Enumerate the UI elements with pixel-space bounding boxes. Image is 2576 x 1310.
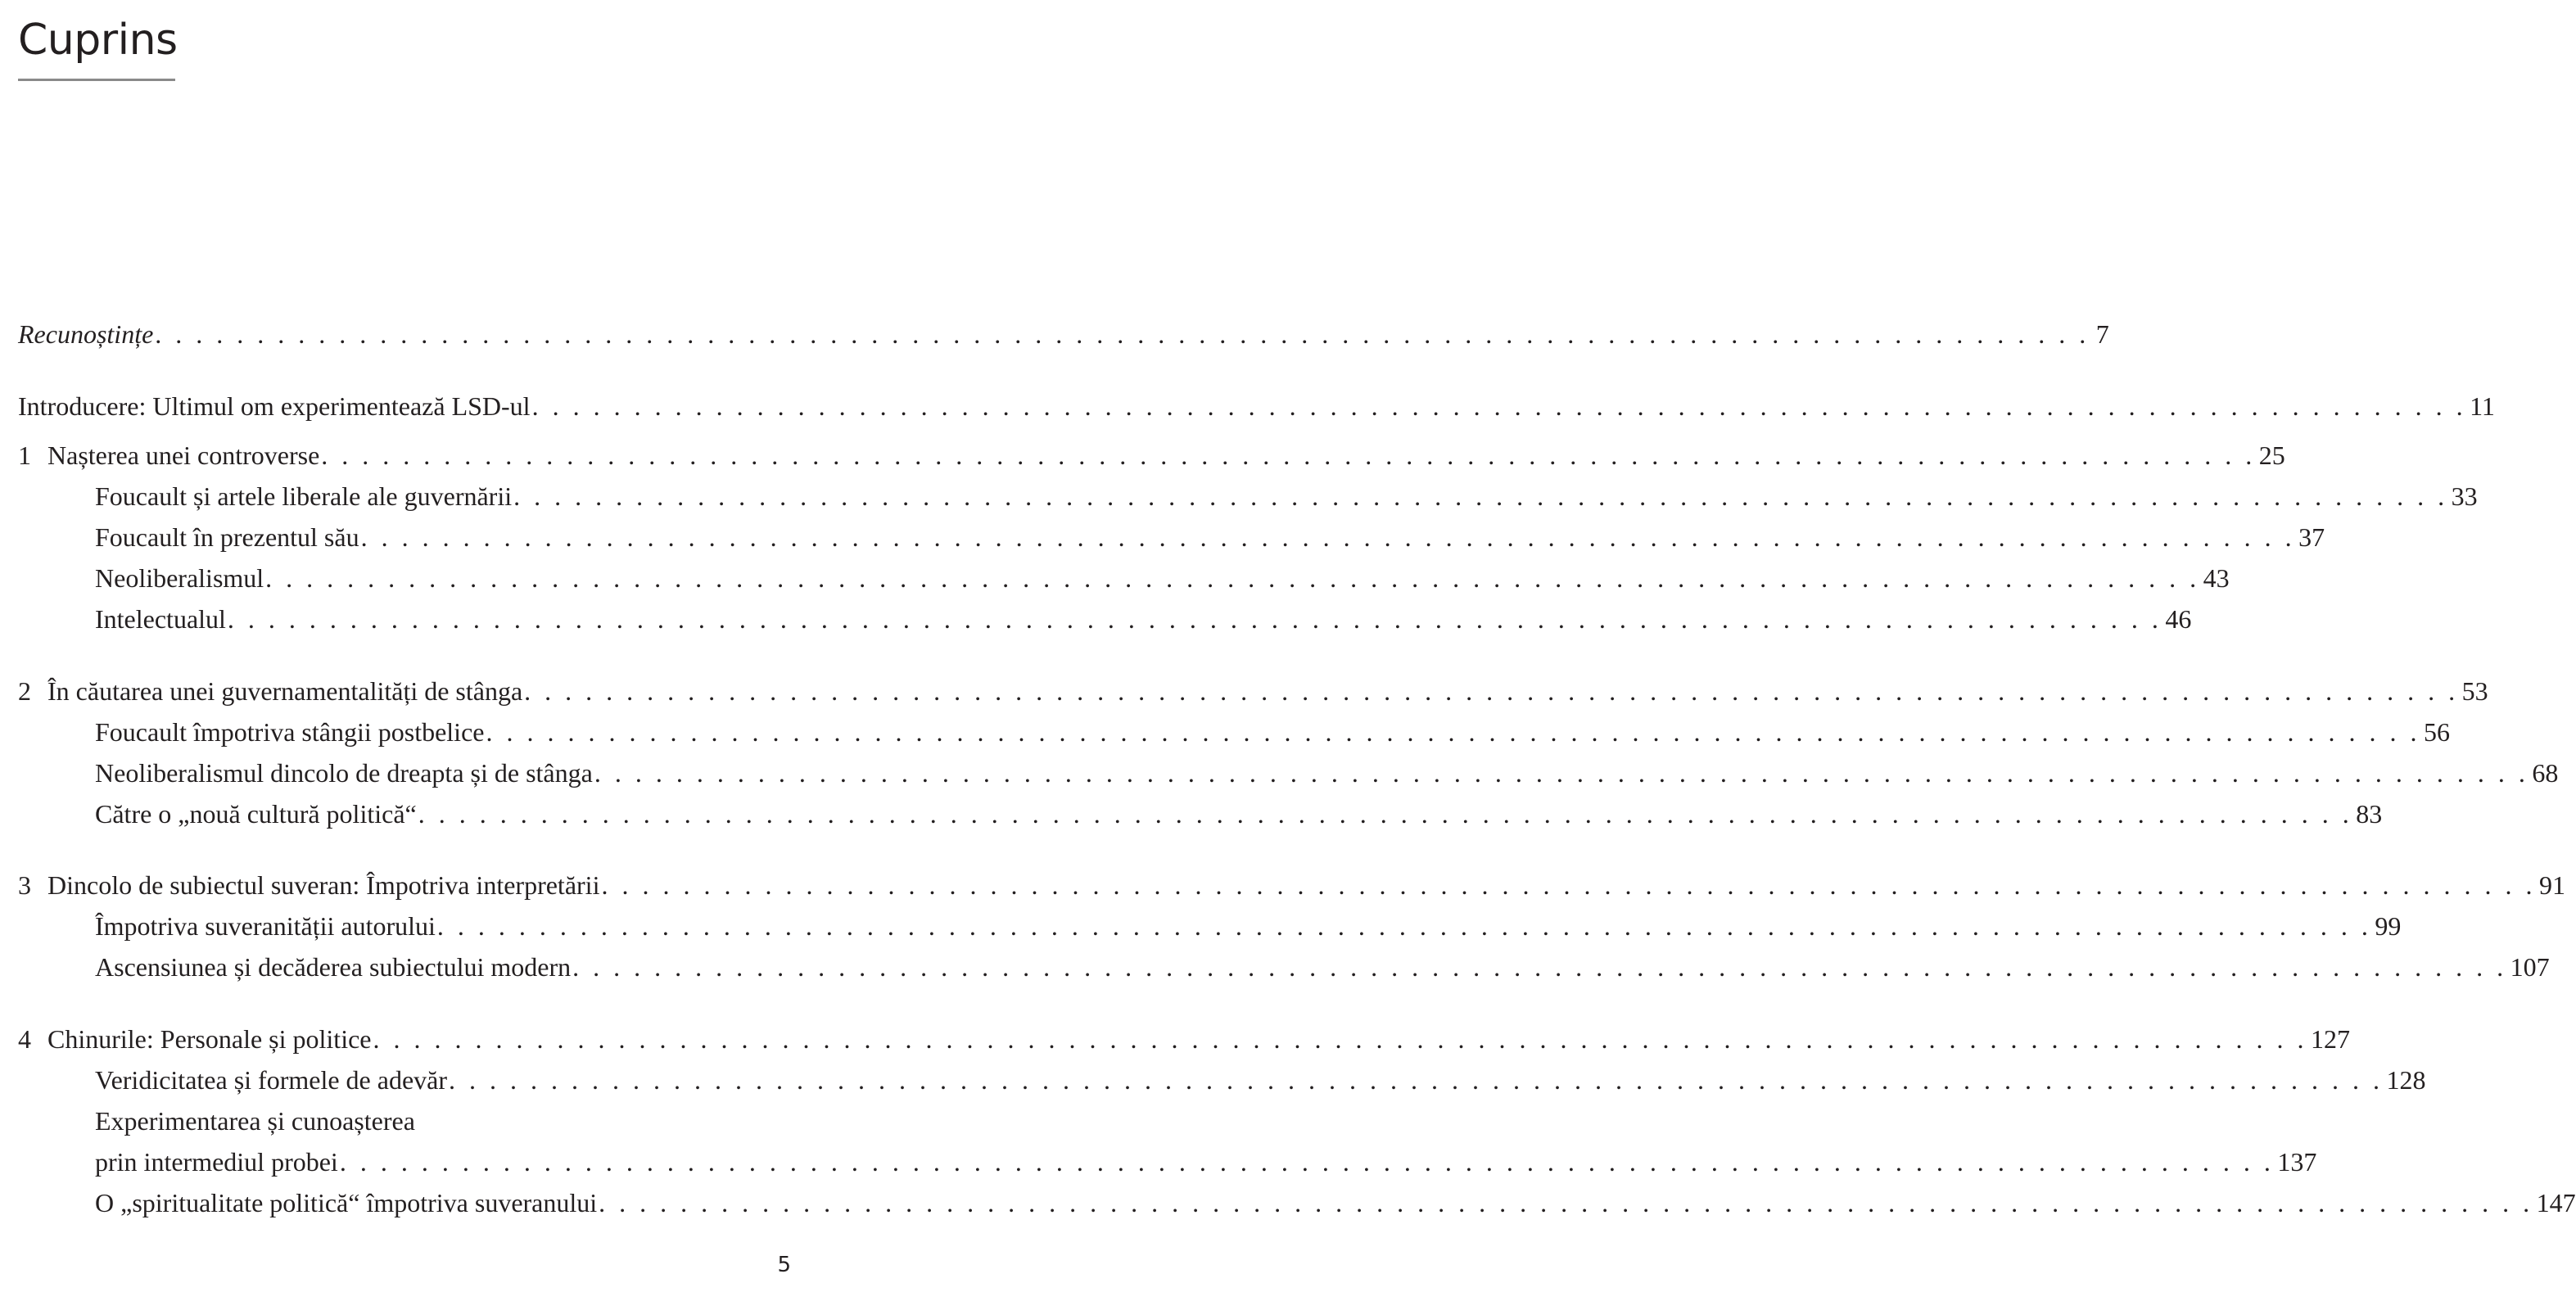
- dot-leader: . . . . . . . . . . . . . . . . . . . . . . . . . . . . . . . . . . . . . . . . . . . . . . . . . . . . . . . . . . . . . . . . . . . . . . . . . . . . . . . . . . . . . . . . . . . . . . .: [418, 799, 2353, 829]
- toc-page-number: 56: [2423, 717, 2450, 747]
- toc-page-number: 33: [2451, 481, 2478, 511]
- dot-leader: . . . . . . . . . . . . . . . . . . . . . . . . . . . . . . . . . . . . . . . . . . . . . . . . . . . . . . . . . . . . . . . . . . . . . . . . . . . . . . . . . . . . . . . . . . . . . . .: [321, 440, 2256, 470]
- page-folio: 5: [777, 1253, 791, 1277]
- title-underline: [18, 79, 175, 81]
- dot-leader: . . . . . . . . . . . . . . . . . . . . . . . . . . . . . . . . . . . . . . . . . . . . . . . . . . . . . . . . . . . . . . . . . . . . . . . . . . . . . . . . . . . . . . . . . . . . . . .: [572, 952, 2507, 982]
- toc-entry-title: Foucault în prezentul său: [95, 522, 359, 552]
- toc-page-number: 127: [2310, 1024, 2350, 1054]
- toc-page-number: 43: [2203, 563, 2230, 593]
- toc-entry-title: Introducere: Ultimul om experimentează LSD-ul: [18, 391, 531, 421]
- toc-section[interactable]: [95, 755, 2559, 791]
- toc-section-line-2[interactable]: [95, 1144, 2317, 1180]
- dot-leader: . . . . . . . . . . . . . . . . . . . . . . . . . . . . . . . . . . . . . . . . . . . . . . . . . . . . . . . . . . . . . . . . . . . . . . . . . . . . . . . . . . . . . . . . . . . . . . .: [360, 522, 2296, 552]
- toc-entry-title: Experimentarea și cunoașterea: [95, 1106, 415, 1136]
- toc-section[interactable]: [95, 908, 2402, 944]
- dot-leader: . . . . . . . . . . . . . . . . . . . . . . . . . . . . . . . . . . . . . . . . . . . . . . . . . . . . . . . . . . . . . . . . . . . . . . . . . . . . . . . . . . . . . . . . . . . . . . .: [531, 391, 2467, 421]
- toc-entry-title: Foucault împotriva stângii postbelice: [95, 717, 485, 747]
- dot-leader: . . . . . . . . . . . . . . . . . . . . . . . . . . . . . . . . . . . . . . . . . . . . . . . . . . . . . . . . . . . . . . . . . . . . . . . . . . . . . . . . . . . . . . . . . . . . . . .: [227, 604, 2162, 634]
- toc-entry-title: Recunoștințe: [18, 319, 154, 349]
- dot-leader: . . . . . . . . . . . . . . . . . . . . . . . . . . . . . . . . . . . . . . . . . . . . . . . . . . . . . . . . . . . . . . . . . . . . . . . . . . . . . . . . . . . . . . . . . . . . . . .: [265, 563, 2200, 593]
- toc-chapter-3[interactable]: [18, 867, 2565, 903]
- toc-section[interactable]: [95, 714, 2450, 750]
- toc-page-number: 83: [2356, 799, 2383, 829]
- toc-chapter-4[interactable]: [18, 1021, 2350, 1057]
- toc-entry-title: Chinurile: Personale și politice: [47, 1024, 372, 1054]
- dot-leader: . . . . . . . . . . . . . . . . . . . . . . . . . . . . . . . . . . . . . . . . . . . . . . . . . . . . . . . . . . . . . . . . . . . . . . . . . . . . . . . . . . . . . . . . . . . . . . .: [373, 1024, 2307, 1054]
- page-title: Cuprins: [18, 16, 178, 65]
- toc-page-number: 99: [2375, 911, 2402, 941]
- toc-entry-acknowledgements[interactable]: [18, 316, 2109, 352]
- toc-page-number: 53: [2461, 676, 2488, 706]
- toc-page-number: 137: [2277, 1147, 2317, 1177]
- dot-leader: . . . . . . . . . . . . . . . . . . . . . . . . . . . . . . . . . . . . . . . . . . . . . . . . . . . . . . . . . . . . . . . . . . . . . . . . . . . . . . . . . . . . . . . . . . . . . . .: [449, 1065, 2384, 1095]
- dot-leader: . . . . . . . . . . . . . . . . . . . . . . . . . . . . . . . . . . . . . . . . . . . . . . . . . . . . . . . . . . . . . . . . . . . . . . . . . . . . . . . . . . . . . . . . . . . . . . .: [486, 717, 2420, 747]
- chapter-number: 2: [18, 676, 31, 706]
- toc-page-number: 46: [2165, 604, 2192, 634]
- dot-leader: . . . . . . . . . . . . . . . . . . . . . . . . . . . . . . . . . . . . . . . . . . . . . . . . . . . . . . . . . . . . . . . . . . . . . . . . . . . . . . . . . . . . . . . . . . . . . . .: [594, 758, 2529, 788]
- toc-entry-title: Veridicitatea și formele de adevăr: [95, 1065, 447, 1095]
- toc-entry-title: Foucault și artele liberale ale guvernării: [95, 481, 513, 511]
- toc-entry-title: Dincolo de subiectul suveran: Împotriva interpretării: [47, 870, 600, 900]
- dot-leader: . . . . . . . . . . . . . . . . . . . . . . . . . . . . . . . . . . . . . . . . . . . . . . . . . . . . . . . . . . . . . . . . . . . . . . . . . . . . . . . . . . . . . . . . . . . . . . .: [599, 1188, 2533, 1217]
- toc-page-number: 7: [2095, 319, 2109, 349]
- toc-section[interactable]: [95, 1062, 2426, 1098]
- chapter-number: 3: [18, 870, 31, 900]
- toc-page-number: 128: [2386, 1065, 2426, 1095]
- toc-section[interactable]: [95, 796, 2383, 832]
- dot-leader: . . . . . . . . . . . . . . . . . . . . . . . . . . . . . . . . . . . . . . . . . . . . . . . . . . . . . . . . . . . . . . . . . . . . . . . . . . . . . . . . . . . . . . . . . . . . . . .: [513, 481, 2448, 511]
- toc-chapter-2[interactable]: [18, 673, 2488, 709]
- toc-entry-title: prin intermediul probei: [95, 1147, 338, 1177]
- dot-leader: . . . . . . . . . . . . . . . . . . . . . . . . . . . . . . . . . . . . . . . . . . . . . . . . . . . . . . . . . . . . . . . . . . . . . . . . . . . . . . . . . . . . . . . . . . . . . . .: [601, 870, 2536, 900]
- toc-entry-title: Către o „nouă cultură politică“: [95, 799, 417, 829]
- toc-entry-title: Nașterea unei controverse: [47, 440, 320, 470]
- toc-page-number: 25: [2258, 440, 2285, 470]
- toc-entry-introduction[interactable]: [18, 388, 2495, 424]
- toc-entry-title: Neoliberalismul dincolo de dreapta și de stânga: [95, 758, 593, 788]
- toc-page-number: 91: [2538, 870, 2565, 900]
- toc-page-number: 147: [2536, 1188, 2576, 1217]
- toc-section[interactable]: [95, 519, 2325, 555]
- toc-section[interactable]: [95, 1185, 2576, 1221]
- toc-entry-title: Ascensiunea și decăderea subiectului modern: [95, 952, 572, 982]
- toc-page-number: 37: [2298, 522, 2325, 552]
- toc-section-line-1[interactable]: [95, 1103, 791, 1139]
- toc-page-number: 107: [2510, 952, 2550, 982]
- chapter-number: 4: [18, 1024, 31, 1054]
- dot-leader: . . . . . . . . . . . . . . . . . . . . . . . . . . . . . . . . . . . . . . . . . . . . . . . . . . . . . . . . . . . . . . . . . . . . . . . . . . . . . . . . . . . . . . . . . . . . . . .: [155, 319, 2090, 349]
- toc-section[interactable]: [95, 949, 2550, 985]
- toc-page-number: 11: [2470, 391, 2495, 421]
- toc-entry-title: Neoliberalismul: [95, 563, 264, 593]
- dot-leader: . . . . . . . . . . . . . . . . . . . . . . . . . . . . . . . . . . . . . . . . . . . . . . . . . . . . . . . . . . . . . . . . . . . . . . . . . . . . . . . . . . . . . . . . . . . . . . .: [436, 911, 2372, 941]
- toc-section[interactable]: [95, 601, 2192, 637]
- toc-entry-title: Intelectualul: [95, 604, 226, 634]
- toc-section[interactable]: [95, 478, 2478, 514]
- dot-leader: . . . . . . . . . . . . . . . . . . . . . . . . . . . . . . . . . . . . . . . . . . . . . . . . . . . . . . . . . . . . . . . . . . . . . . . . . . . . . . . . . . . . . . . . . . . . . . .: [339, 1147, 2275, 1177]
- toc-section[interactable]: [95, 560, 2230, 596]
- toc-entry-title: O „spiritualitate politică“ împotriva suveranului: [95, 1188, 598, 1217]
- toc-page-number: 68: [2532, 758, 2559, 788]
- dot-leader: . . . . . . . . . . . . . . . . . . . . . . . . . . . . . . . . . . . . . . . . . . . . . . . . . . . . . . . . . . . . . . . . . . . . . . . . . . . . . . . . . . . . . . . . . . . . . . .: [524, 676, 2459, 706]
- toc-entry-title: Împotriva suveranității autorului: [95, 911, 436, 941]
- chapter-number: 1: [18, 440, 31, 470]
- toc-entry-title: În căutarea unei guvernamentalități de stânga: [47, 676, 523, 706]
- toc-chapter-1[interactable]: [18, 437, 2285, 473]
